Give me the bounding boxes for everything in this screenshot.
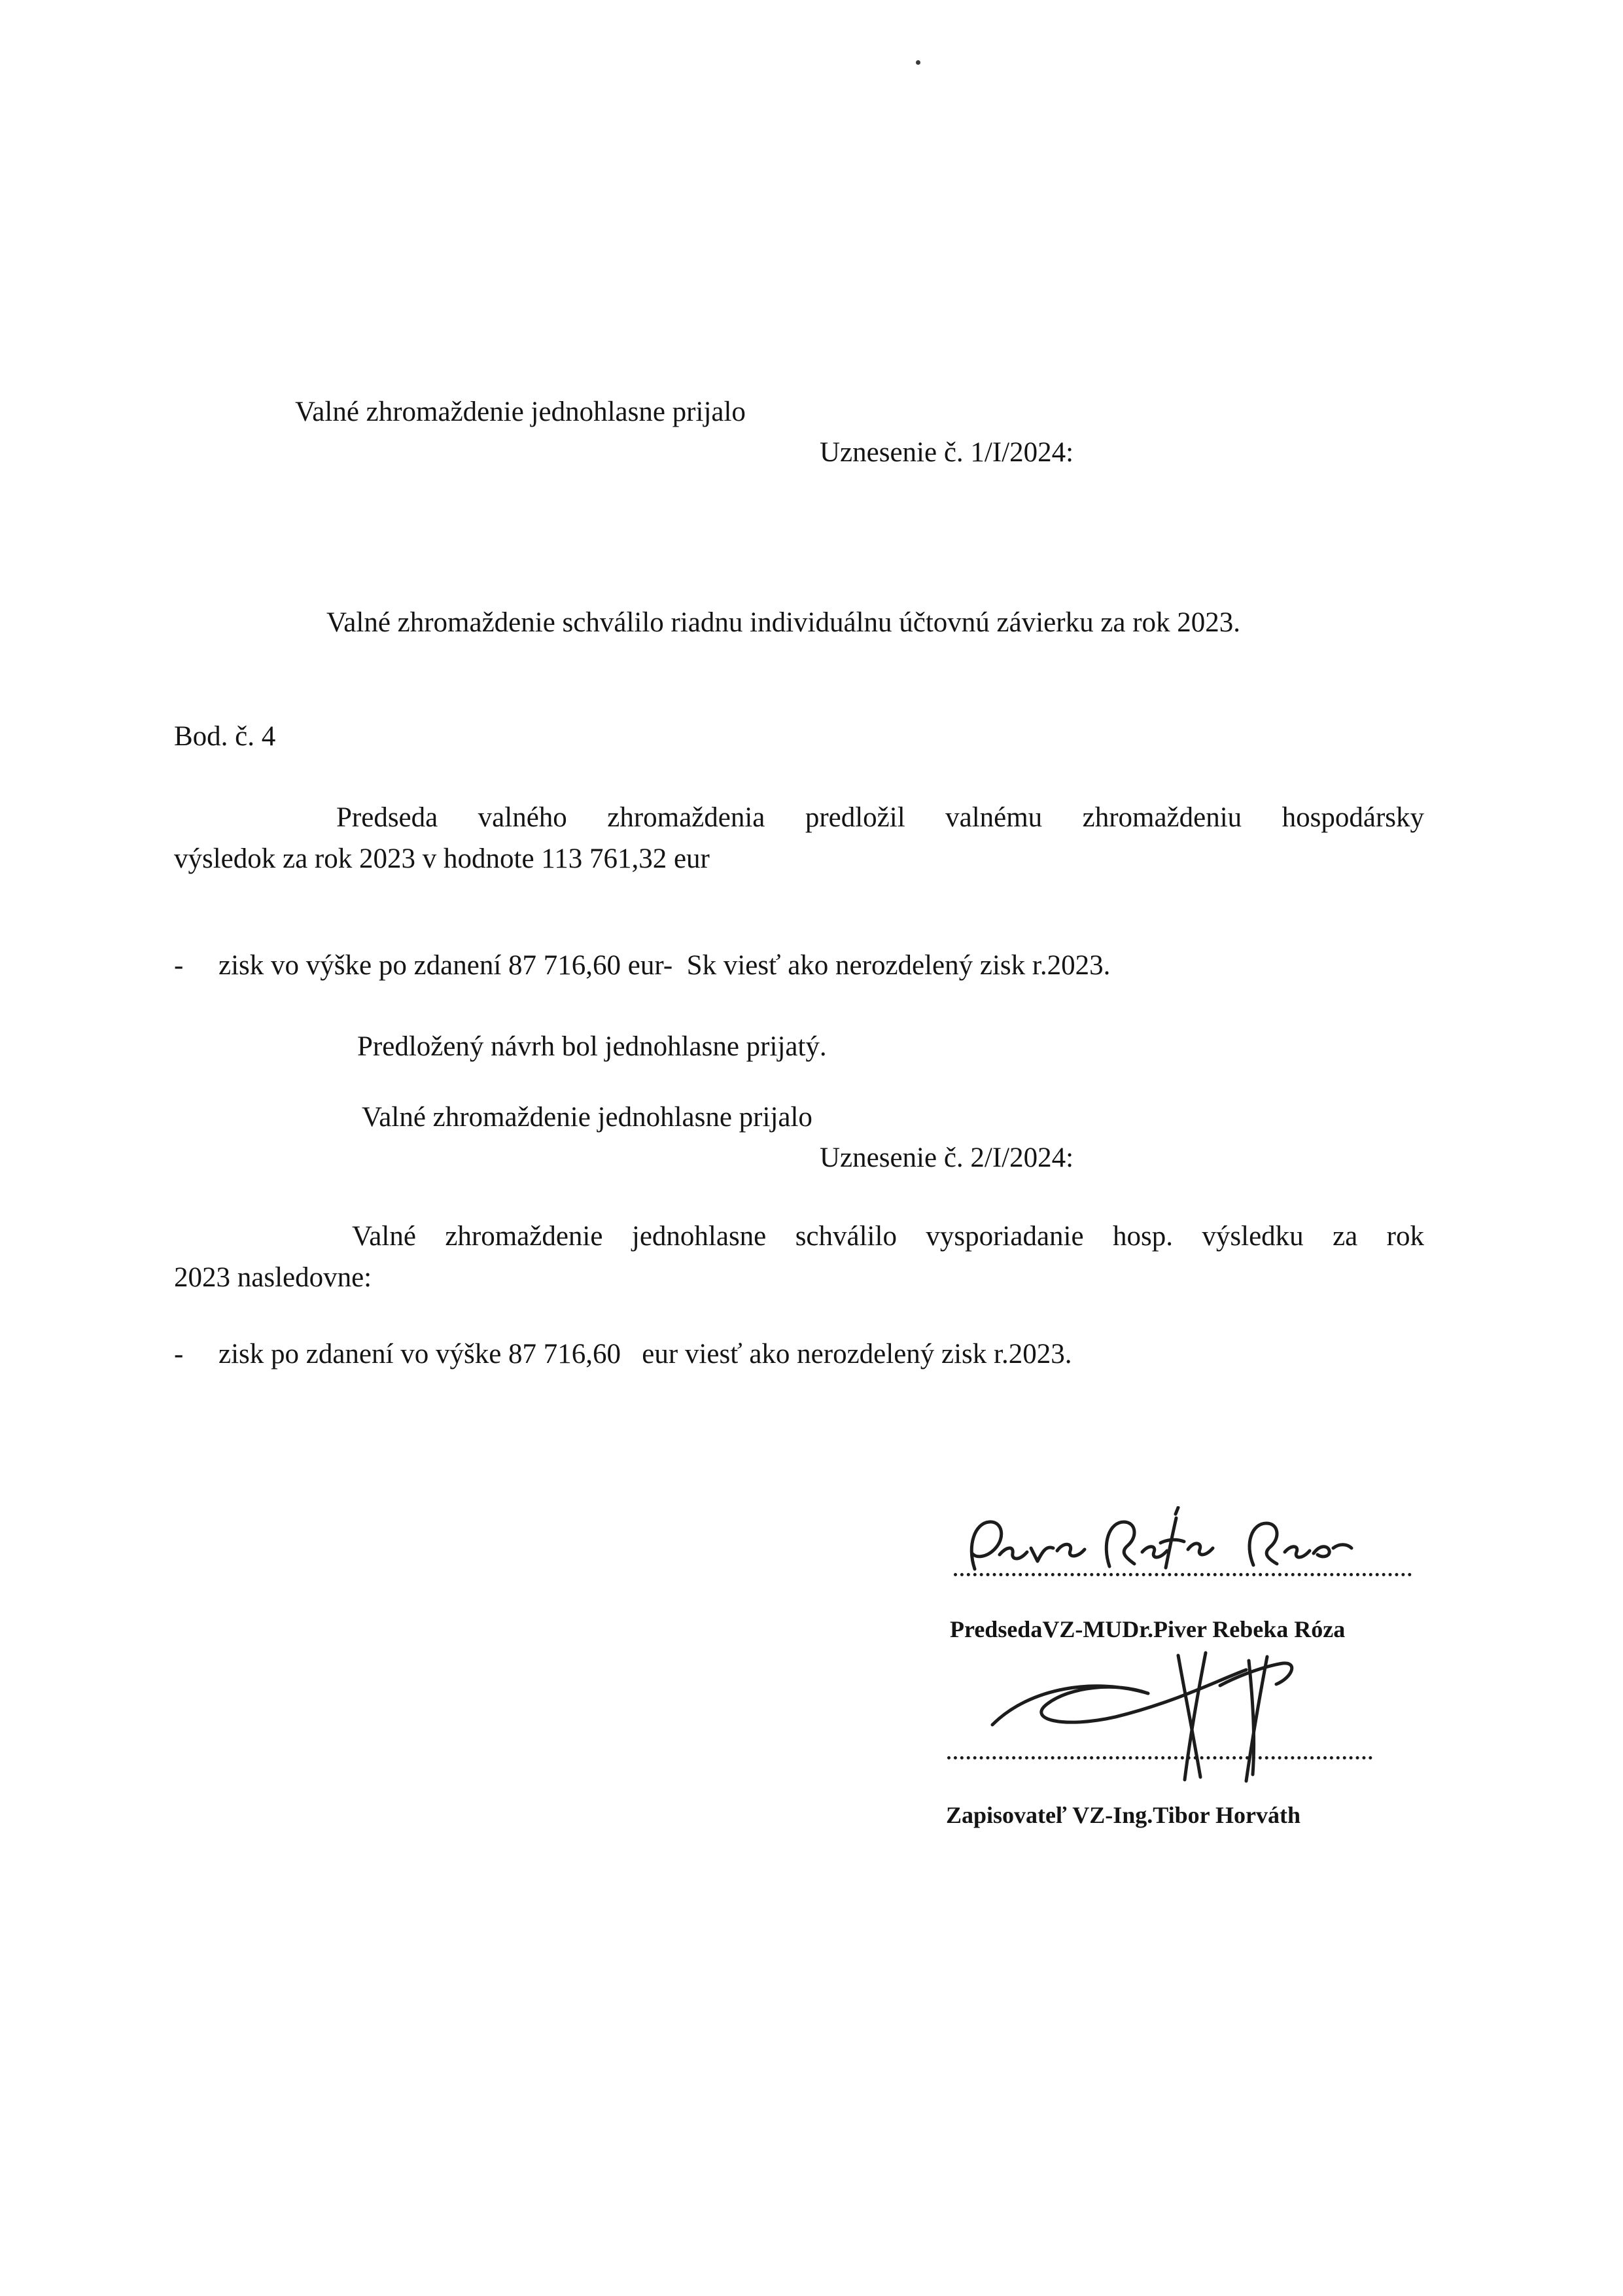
resolution2-bullet-text: zisk po zdanení vo výške 87 716,60 eur viesť ako nerozdelený zisk r.2023. <box>218 1339 1072 1369</box>
resolution2-bullet-item <box>174 1333 1424 1375</box>
chair-signature-label: PredsedaVZ-MUDr.Piver Rebeka Róza <box>950 1616 1346 1642</box>
resolution2-body <box>174 1216 1424 1298</box>
resolution2-body-line2: 2023 nasledovne: <box>174 1262 372 1293</box>
point4-accepted: Predložený návrh bol jednohlasne prijatý. <box>357 1031 827 1062</box>
resolution2-intro: Valné zhromaždenie jednohlasne prijalo <box>362 1102 812 1133</box>
secretary-handwritten-signature-icon <box>985 1646 1364 1784</box>
resolution2-body-line1: Valné zhromaždenie jednohlasne schválilo vysporiadanie hosp. výsledku za rok <box>352 1221 1424 1252</box>
bullet-dash: - <box>174 1339 184 1369</box>
secretary-signature-label: Zapisovateľ VZ-Ing.Tibor Horváth <box>946 1802 1300 1828</box>
scan-speck <box>916 60 920 65</box>
resolution2-title: Uznesenie č. 2/I/2024: <box>820 1142 1074 1173</box>
point4-bullet-text: zisk vo výške po zdanení 87 716,60 eur- Sk viesť ako nerozdelený zisk r.2023. <box>218 950 1111 981</box>
resolution1-title: Uznesenie č. 1/I/2024: <box>820 437 1074 468</box>
bullet-dash: - <box>174 950 184 981</box>
point4-body-line1: Predseda valného zhromaždenia predložil valnému zhromaždeniu hospodársky <box>336 802 1424 833</box>
point4-body-line2: výsledok za rok 2023 v hodnote 113 761,32 eur <box>174 843 710 874</box>
secretary-signature-dotted-line <box>947 1756 1372 1759</box>
point4-heading: Bod. č. 4 <box>174 721 276 752</box>
point4-bullet-item <box>174 945 1424 986</box>
chair-handwritten-signature-icon <box>960 1506 1366 1591</box>
resolution1-body: Valné zhromaždenie schválilo riadnu individuálnu účtovnú závierku za rok 2023. <box>326 607 1241 638</box>
point4-body <box>174 797 1424 879</box>
chair-signature-dotted-line <box>954 1573 1412 1576</box>
resolution1-intro: Valné zhromaždenie jednohlasne prijalo <box>295 397 746 427</box>
